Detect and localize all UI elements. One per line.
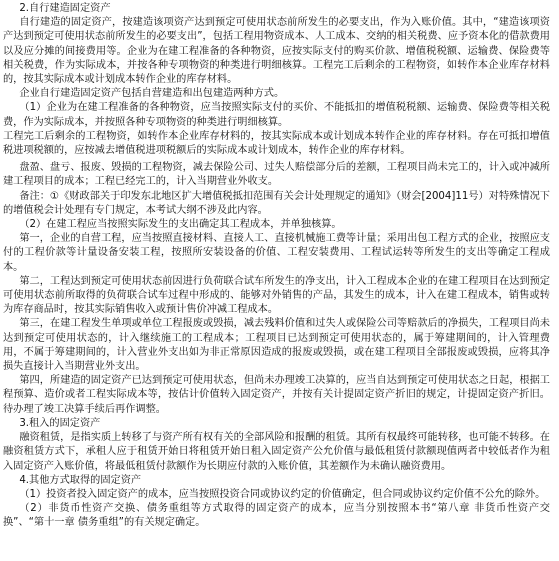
body-paragraph: 盘盈、盘亏、报废、毁损的工程物资，减去保险公司、过失人赔偿部分后的差额，工程项目尚未完工的，计入或冲减所建工程项目的成本；工程已经完工的，计入当期营业外收支。 [3,162,550,188]
section-heading: 4.其他方式取得的固定资产 [19,474,142,486]
body-paragraph: （2）在建工程应当按照实际发生的支出确定其工程成本，并单独核算。 [19,219,342,231]
body-paragraph: 自行建造的固定资产，按建造该项资产达到预定可使用状态前所发生的必要支出，作为入账价值。其中，“建造该项资产达到预定可使用状态前所发生的必要支出”，包括工程用物资成本、人工成本、交纳的相关税费、应予资本化的借款费用以及应分摊的间接费用等。企业为在建工程准备的各种物资，应按实际支付的购买价款、增值税税额、运输费、保险费等相关税费，作为实际成本，并按各种专项物资的种类进行明细核算。工程完工后剩余的工程物资，如转作本企业库存材料的，按其实际成本或计划成本转作企业的库存材料。 [3,17,550,86]
body-paragraph: 工程完工后剩余的工程物资，如转作本企业库存材料的，按其实际成本或计划成本转作企业的库存材料。存在可抵扣增值税进项税额的，应按减去增值税进项税额后的实际成本或计划成本，转作企业的库存材料。 [3,130,550,157]
section-heading: 3.租入的固定资产 [19,417,101,429]
body-paragraph: （1）企业为在建工程准备的各种物资，应当按照实际支付的买价、不能抵扣的增值税税额、运输费、保险费等相关税费，作为实际成本，并按照各种专项物资的种类进行明细核算。 [3,102,550,128]
body-paragraph: 企业自行建造固定资产包括自营建造和出包建造两种方式。 [19,88,285,100]
body-paragraph: 第二，工程达到预定可使用状态前因进行负荷联合试车所发生的净支出，计入工程成本企业的在建工程项目在达到预定可使用状态前所取得的负荷联合试车过程中形成的、能够对外销售的产品，其发生的成本，计入在建工程成本，销售或转为库存商品时，按其实际销售收入或预计售价冲减工程成本。 [3,275,550,316]
body-paragraph: 第三，在建工程发生单项或单位工程报废或毁损，减去残料价值和过失人或保险公司等赔款后的净损失，工程项目尚未达到预定可使用状态的，计入继续施工的工程成本；工程项目已达到预定可使用状态的，属于筹建期间的，计入管理费用，不属于筹建期间的，计入营业外支出如为非正常原因造成的报废或毁损，或在建工程项目全部报废或毁损，应将其净损失直接计入当期营业外支出。 [3,318,550,373]
section-heading: 2.自行建造固定资产 [19,3,111,14]
body-paragraph: 第四，所建造的固定资产已达到预定可使用状态，但尚未办理竣工决算的，应当自达到预定可使用状态之日起，根据工程预算、造价或者工程实际成本等，按估计价值转入固定资产，并按有关计提固定资产折旧的规定，计提固定资产折旧。待办理了竣工决算手续后再作调整。 [3,375,550,415]
body-paragraph: 第一，企业的自营工程，应当按照直接材料、直接人工、直接机械施工费等计量；采用出包工程方式的企业，按照应支付的工程价款等计量设备安装工程，按照所安装设备的价值、工程安装费用、工程试运转等所发生的支出等确定工程成本。 [3,233,550,273]
body-paragraph: （2）非货币性资产交换、债务重组等方式取得的固定资产的成本，应当分别按照本书“第八章 非货币性资产交换”、“第十一章 债务重组”的有关规定确定。 [3,503,550,529]
body-paragraph: （1）投资者投入固定资产的成本，应当按照投资合同或协议约定的价值确定，但合同或协议约定价值不公允的除外。 [19,488,546,500]
body-paragraph: 融资租赁，是指实质上转移了与资产所有权有关的全部风险和报酬的租赁。其所有权最终可能转移，也可能不转移。在融资租赁方式下，承租人应于租赁开始日将租赁开始日租入固定资产公允价值与最低租赁付款额现值两者中较低者作为租入固定资产入账价值，将最低租赁付款额作为长期应付款的入账价值，其差额作为未确认融资费用。 [3,432,550,472]
note-paragraph: 备注：①《财政部关于印发东北地区扩大增值税抵扣范围有关会计处理规定的通知》（财会[2004]11号）对特殊情况下的增值税会计处理有专门规定，本考试大纲不涉及此内容。 [3,190,550,216]
